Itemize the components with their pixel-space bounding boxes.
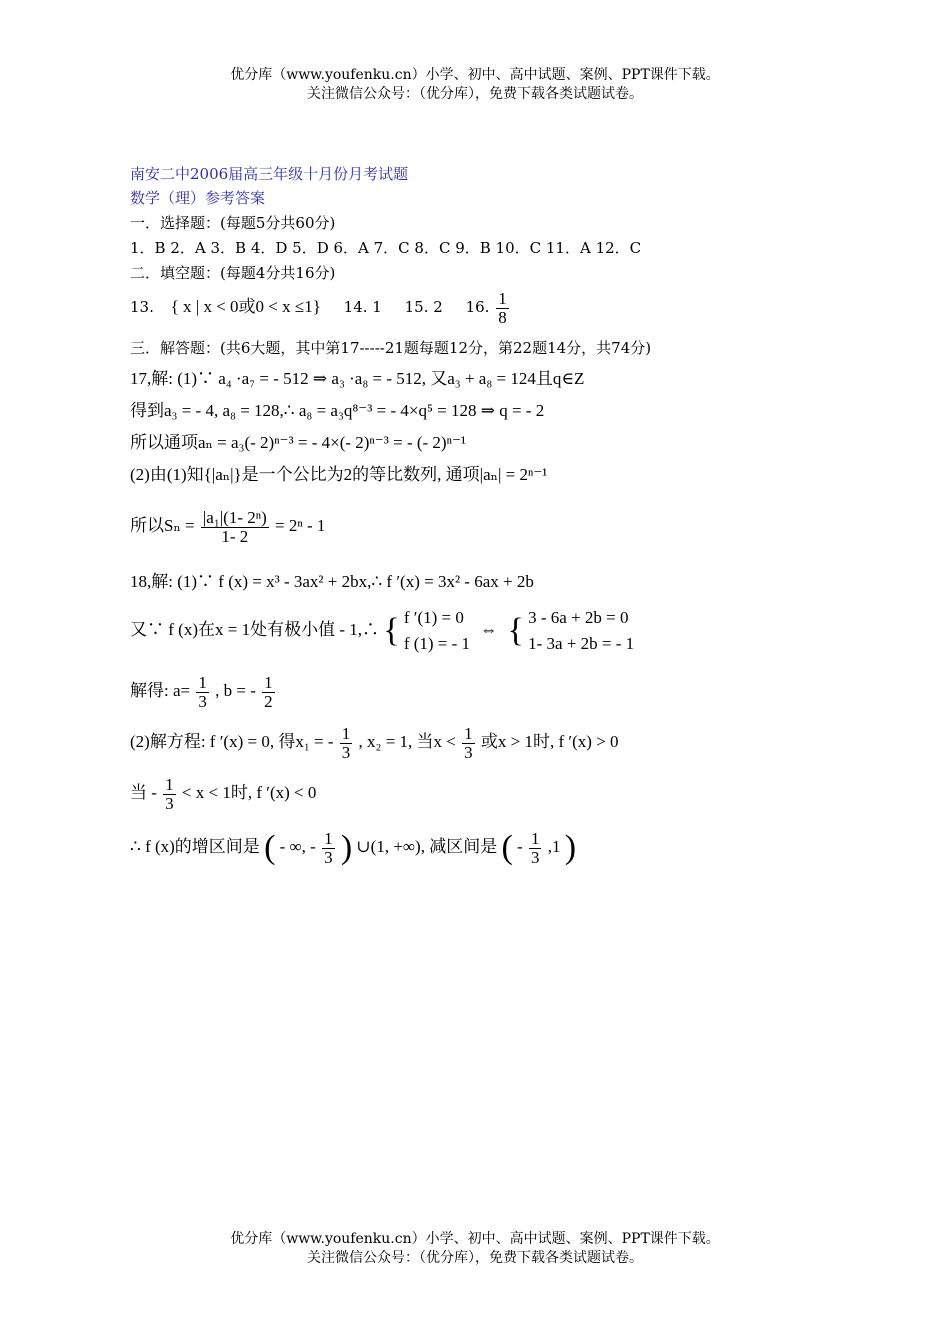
- q16-fraction: [496, 290, 509, 327]
- interval2-fraction: [529, 830, 542, 867]
- b-denominator: 2: [264, 691, 273, 711]
- q14-answer: 14. 1: [343, 298, 382, 316]
- interval2-denominator: 3: [530, 847, 540, 867]
- q13-answer: { x | x < 0或0 < x ≤1}: [170, 297, 321, 316]
- cond-numerator: 1: [464, 723, 473, 743]
- a-denominator: 3: [198, 691, 207, 711]
- p17-line-1: 17,解: (1)∵ a₄ ·a₇ = - 512 ⇒ a₃ ·a₈ = - 512, 又a₃ + a₈ = 124且q∈Z: [130, 369, 585, 388]
- p17-line-4: (2)由(1)知{|aₙ|}是一个公比为2的等比数列, 通项|aₙ| = 2ⁿ⁻¹: [130, 465, 548, 484]
- p18-interval-union: ∪(1, +∞), 减区间是: [356, 837, 498, 856]
- footer-line-1: 优分库（www.youfenku.cn）小学、初中、高中试题、案例、PPT课件下载。: [230, 1231, 720, 1247]
- left-brace-1: {: [383, 612, 400, 650]
- document-title: 南安二中2006届高三年级十月份月考试题: [130, 165, 409, 183]
- q15-answer: 15. 2: [404, 298, 443, 316]
- p18-roots-label: (2)解方程: f ′(x) = 0, 得x₁ = -: [130, 732, 334, 751]
- p17-sn-numerator: |a₁|(1- 2ⁿ): [202, 507, 267, 527]
- p17-line-3: 所以通项aₙ = a₃(- 2)ⁿ⁻³ = - 4×(- 2)ⁿ⁻³ = - (- 2)ⁿ⁻¹: [130, 433, 467, 452]
- header-line-1: 优分库（www.youfenku.cn）小学、初中、高中试题、案例、PPT课件下载。: [230, 67, 720, 83]
- interval1-start: - ∞, -: [279, 837, 316, 856]
- p18-line-4: [130, 719, 619, 765]
- document-subtitle: 数学（理）参考答案: [130, 189, 266, 207]
- p18-system-1: [404, 605, 470, 657]
- p18-when-label: 当 -: [130, 783, 157, 802]
- p18-system-2: [528, 605, 634, 657]
- choice-answers: 1．B 2．A 3．B 4．D 5．D 6．A 7．C 8．C 9．B 10．C 11．A 12．C: [130, 239, 642, 257]
- x1-fraction: [340, 725, 353, 762]
- b-numerator: 1: [264, 672, 273, 692]
- section-fill-heading: 二．填空题：(每题4分共16分): [130, 264, 336, 282]
- right-paren-2: ): [564, 829, 577, 867]
- left-paren-1: (: [264, 829, 276, 867]
- section-choice-heading: 一．选择题：(每题5分共60分): [130, 214, 336, 232]
- p18-line-3: [130, 668, 277, 714]
- x1-denominator: 3: [341, 742, 351, 762]
- p18-condition: 又∵ f (x)在x = 1处有极小值 - 1,∴: [130, 620, 379, 639]
- equiv-symbol: ⇔: [480, 620, 498, 639]
- p18-line-6: [130, 822, 576, 873]
- interval1-numerator: 1: [324, 828, 333, 848]
- p17-sn-result: = 2ⁿ - 1: [275, 516, 326, 535]
- p18-roots-mid: , x₂ = 1, 当x <: [358, 732, 456, 751]
- when-denominator: 3: [165, 793, 174, 813]
- when-numerator: 1: [165, 774, 174, 794]
- a-numerator: 1: [198, 672, 207, 692]
- p18-sys1-eq2: f (1) = - 1: [403, 634, 471, 654]
- q13-label: 13.: [130, 298, 154, 316]
- interval1-fraction: [322, 830, 335, 867]
- p17-line-2: 得到a₃ = - 4, a₈ = 128,∴ a₈ = a₃q⁸⁻³ = - 4×q⁵ = 128 ⇒ q = - 2: [130, 401, 545, 420]
- when-fraction: [163, 776, 176, 813]
- q16-label: 16.: [465, 298, 490, 316]
- p17-sn-label: 所以Sₙ =: [130, 516, 195, 535]
- section-solve-heading: 三．解答题：(共6大题，其中第17-----21题每题12分，第22题14分，共74分): [130, 339, 652, 357]
- fill-answers: [130, 287, 511, 327]
- b-fraction: [262, 674, 275, 711]
- right-paren-1: ): [340, 829, 353, 867]
- interval1-denominator: 3: [324, 847, 333, 867]
- b-label: , b = -: [215, 681, 256, 700]
- p18-interval-label: ∴ f (x)的增区间是: [130, 837, 260, 856]
- p18-roots-post: 或x > 1时, f ′(x) > 0: [480, 732, 619, 751]
- p17-sn-fraction: [201, 509, 269, 546]
- interval2-start: -: [517, 837, 523, 856]
- p18-line-5: [130, 770, 316, 816]
- left-paren-2: (: [501, 829, 513, 867]
- interval2-end: ,1: [547, 837, 561, 856]
- p17-sn-denominator: 1- 2: [221, 526, 249, 546]
- p17-line-5: [130, 501, 325, 551]
- p18-line-2: [130, 600, 634, 661]
- page-header: [0, 66, 950, 104]
- cond-fraction: [462, 725, 475, 762]
- header-line-2: 关注微信公众号：（优分库），免费下载各类试题试卷。: [307, 86, 643, 102]
- a-fraction: [196, 674, 209, 711]
- p18-sys2-eq2: 1- 3a + 2b = - 1: [528, 634, 635, 654]
- footer-line-2: 关注微信公众号：（优分库），免费下载各类试题试卷。: [307, 1250, 643, 1266]
- p18-sys1-eq1: f ′(1) = 0: [403, 608, 464, 628]
- p18-solve-label: 解得: a=: [130, 681, 191, 700]
- q16-denominator: 8: [498, 307, 507, 327]
- p18-sys2-eq1: 3 - 6a + 2b = 0: [528, 608, 629, 628]
- cond-denominator: 3: [464, 742, 473, 762]
- p18-when-post: < x < 1时, f ′(x) < 0: [181, 783, 317, 802]
- interval2-numerator: 1: [530, 828, 540, 848]
- page-footer: [0, 1230, 950, 1268]
- x1-numerator: 1: [341, 723, 351, 743]
- q16-numerator: 1: [498, 288, 507, 308]
- left-brace-2: {: [507, 612, 524, 650]
- p18-line-1: 18,解: (1)∵ f (x) = x³ - 3ax² + 2bx,∴ f ′(x) = 3x² - 6ax + 2b: [130, 572, 534, 591]
